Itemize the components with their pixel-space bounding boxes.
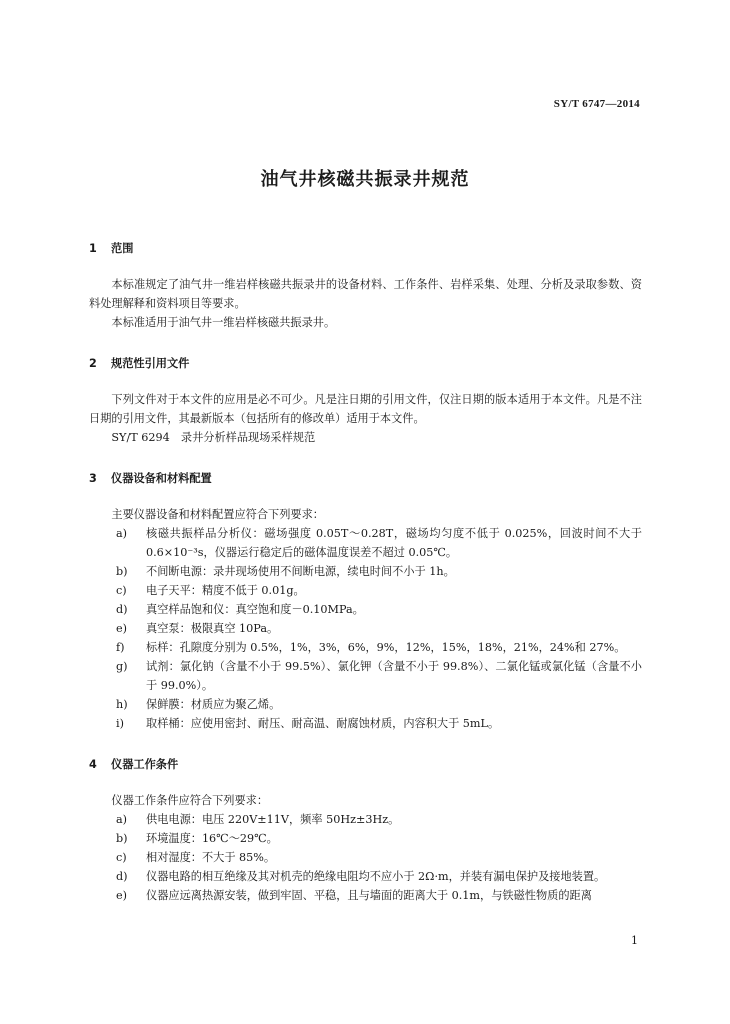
item-text: 真空样品饱和仪：真空饱和度－0.10MPa。 [146,603,364,616]
item-label: a) [116,813,128,826]
list-item [89,619,642,638]
section-number: 1 [89,242,97,255]
list-item [89,600,642,619]
item-text: 供电电源：电压 220V±11V，频率 50Hz±3Hz。 [146,813,400,826]
list-item [89,657,642,695]
item-text: 环境温度：16℃～29℃。 [146,832,278,845]
list-item [89,810,642,829]
item-text: 核磁共振样品分析仪：磁场强度 0.05T～0.28T，磁场均匀度不低于 0.025%，回波时间不大于 0.6×10⁻³s，仪器运行稳定后的磁体温度误差不超过 0.05℃。 [146,527,642,559]
list-item [89,562,642,581]
item-text: 真空泵：极限真空 10Pa。 [146,622,279,635]
item-label: e) [116,889,127,902]
item-label: c) [116,851,127,864]
section-heading-equipment [89,469,642,488]
section-heading-normative-references [89,354,642,373]
item-label: g) [116,660,128,673]
section-number: 2 [89,357,97,370]
item-label: f) [116,641,125,654]
section-title: 范围 [111,242,134,255]
list-item [89,829,642,848]
item-label: d) [116,870,128,883]
list-item [89,524,642,562]
list-item [89,867,642,886]
item-label: e) [116,622,127,635]
section-number: 4 [89,758,97,771]
section-title: 仪器工作条件 [111,758,179,771]
list-item [89,848,642,867]
document-title: 油气井核磁共振录井规范 [260,169,470,190]
item-text: 电子天平：精度不低于 0.01g。 [146,584,305,597]
item-label: c) [116,584,127,597]
page-number: 1 [631,934,638,947]
section-number: 3 [89,472,97,485]
paragraph: 本标准适用于油气井一维岩样核磁共振录井。 [111,316,336,329]
item-label: b) [116,565,128,578]
section-intro: 仪器工作条件应符合下列要求： [111,794,269,807]
document-body [89,239,642,905]
section-intro: 主要仪器设备和材料配置应符合下列要求： [111,508,324,521]
list-item [89,581,642,600]
paragraph: 本标准规定了油气井一维岩样核磁共振录井的设备材料、工作条件、岩样采集、处理、分析及录取参数、资料处理解释和资料项目等要求。 [89,278,642,310]
item-text: 标样：孔隙度分别为 0.5%，1%，3%，6%，9%，12%，15%，18%，21%，24%和 27%。 [146,641,626,654]
item-label: a) [116,527,128,540]
item-label: i) [116,717,124,730]
section-title: 仪器设备和材料配置 [111,472,212,485]
item-text: 保鲜膜：材质应为聚乙烯。 [146,698,281,711]
paragraph: 下列文件对于本文件的应用是必不可少。凡是注日期的引用文件，仅注日期的版本适用于本文件。凡是不注日期的引用文件，其最新版本（包括所有的修改单）适用于本文件。 [89,393,642,425]
item-text: 不间断电源：录井现场使用不间断电源，续电时间不小于 1h。 [146,565,455,578]
standard-code: SY/T 6747—2014 [553,98,640,110]
item-text: 相对湿度：不大于 85%。 [146,851,276,864]
section-heading-working-conditions [89,755,642,774]
item-text: 取样桶：应使用密封、耐压、耐高温、耐腐蚀材质，内容积大于 5mL。 [146,717,500,730]
list-item [89,886,642,905]
list-item [89,714,642,733]
item-label: d) [116,603,128,616]
reference-entry: SY/T 6294 录井分析样品现场采样规范 [111,431,316,444]
item-text: 试剂：氯化钠（含量不小于 99.5%）、氯化钾（含量不小于 99.8%）、二氯化锰或氯化锰（含量不小于 99.0%）。 [146,660,642,692]
section-title: 规范性引用文件 [111,357,190,370]
item-text: 仪器电路的相互绝缘及其对机壳的绝缘电阻均不应小于 2Ω·m，并装有漏电保护及接地装置。 [146,870,606,883]
item-label: b) [116,832,128,845]
list-item [89,638,642,657]
item-label: h) [116,698,128,711]
section-heading-scope [89,239,642,258]
item-text: 仪器应远离热源安装，做到牢固、平稳，且与墙面的距离大于 0.1m，与铁磁性物质的距离 [146,889,592,902]
list-item [89,695,642,714]
